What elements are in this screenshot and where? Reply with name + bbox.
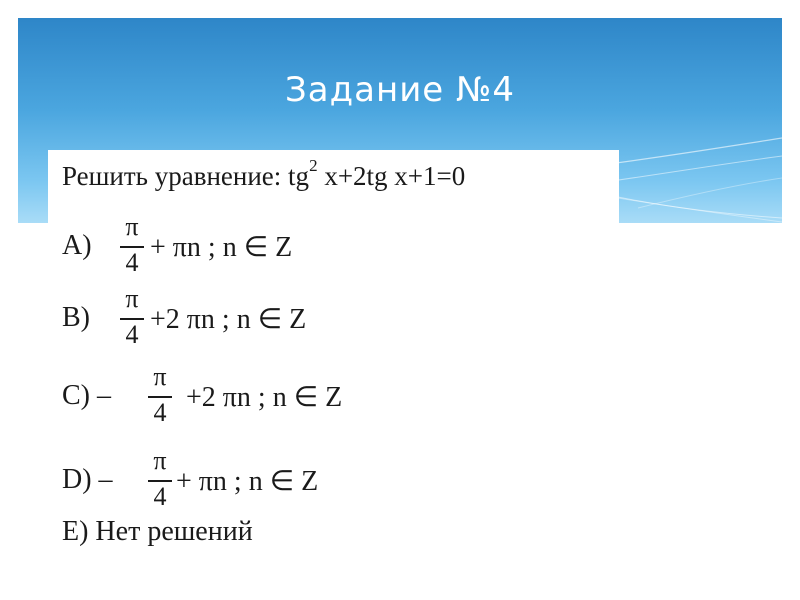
option-expression: +2 πn ; n ∈ Z [186, 382, 343, 413]
option-b [62, 284, 602, 354]
fraction-numerator: π [153, 362, 167, 391]
fraction-denominator: 4 [153, 482, 167, 511]
option-letter: A) [62, 230, 92, 261]
fraction-numerator: π [153, 446, 167, 475]
option-a [62, 212, 602, 282]
option-expression: + πn ; n ∈ Z [150, 232, 293, 263]
task-image [48, 150, 619, 570]
question-prefix: Решить уравнение: tg [62, 161, 310, 191]
fraction-numerator: π [125, 284, 139, 313]
option-d [62, 446, 602, 516]
option-letter: B) [62, 302, 90, 333]
option-expression: + πn ; n ∈ Z [176, 466, 319, 497]
fraction-numerator: π [125, 212, 139, 241]
question-text [62, 156, 466, 192]
option-letter: D) – [62, 464, 113, 495]
option-letter: C) – [62, 380, 111, 411]
option-expression: +2 πn ; n ∈ Z [150, 304, 307, 335]
fraction-denominator: 4 [125, 248, 139, 277]
fraction-denominator: 4 [153, 398, 167, 427]
slide-title: Задание №4 [284, 70, 516, 110]
option-e: E) Нет решений [62, 516, 253, 547]
fraction-denominator: 4 [125, 320, 139, 349]
question-suffix: x+2tg x+1=0 [317, 161, 466, 191]
option-c [62, 362, 602, 432]
question-exponent: 2 [309, 156, 318, 175]
